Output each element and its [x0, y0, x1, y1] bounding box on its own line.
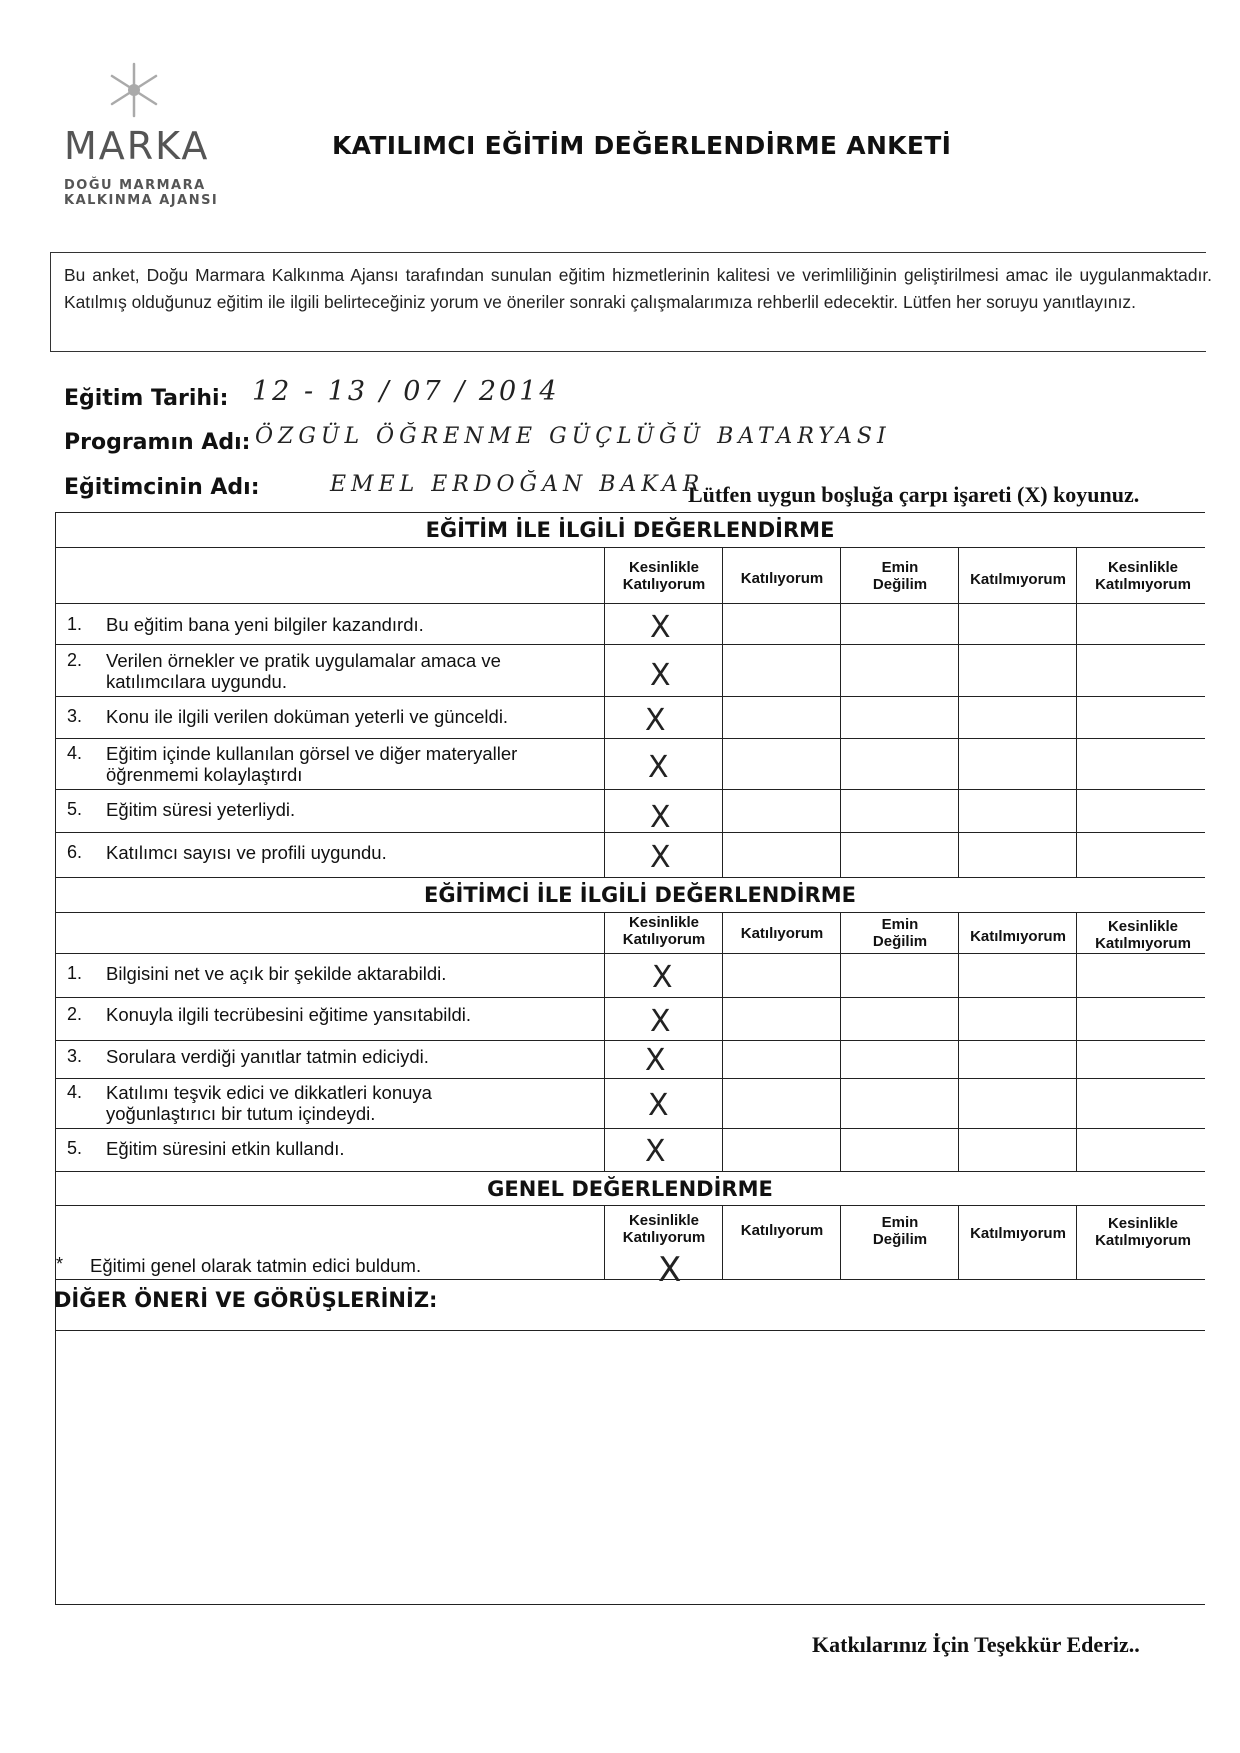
question-number: *: [56, 1254, 64, 1274]
x-mark[interactable]: X: [650, 840, 671, 875]
question-number: 2.: [66, 650, 82, 670]
logo-sub-line1: DOĞU MARMARA: [64, 178, 206, 193]
question-text: Katılımcı sayısı ve profili uygundu.: [106, 842, 387, 863]
x-mark[interactable]: X: [650, 610, 671, 645]
logo-subtitle: [64, 178, 218, 208]
divider: [840, 547, 841, 877]
divider: [55, 1330, 1205, 1331]
question-text: Eğitim süresi yeterliydi.: [106, 799, 296, 820]
logo-sub-line2: KALKINMA AJANSI: [64, 193, 219, 208]
date-label: Eğitim Tarihi:: [64, 386, 229, 411]
divider: [958, 547, 959, 877]
question-text: Eğitimi genel olarak tatmin edici buldum.: [90, 1255, 422, 1276]
col-strongly-agree: Kesinlikle Katılıyorum: [622, 914, 706, 948]
divider: [55, 696, 1205, 697]
question-number: 5.: [66, 799, 82, 819]
question-text: Verilen örnekler ve pratik uygulamalar amaca ve katılımcılara uygundu.: [106, 650, 501, 692]
x-mark[interactable]: X: [650, 1004, 671, 1039]
question-text: Konuyla ilgili tecrübesini eğitime yansıtabildi.: [106, 1004, 472, 1025]
program-value[interactable]: ÖZGÜL ÖĞRENME GÜÇLÜĞÜ BATARYASI: [255, 424, 891, 449]
divider: [55, 953, 1205, 954]
x-mark[interactable]: X: [645, 703, 666, 738]
col-agree: Katılıyorum: [740, 925, 824, 942]
divider: [1076, 1205, 1077, 1279]
divider: [55, 1604, 1205, 1605]
col-strongly-agree: Kesinlikle Katılıyorum: [622, 1212, 706, 1246]
divider: [55, 512, 1205, 513]
divider: [55, 1171, 1205, 1172]
x-mark[interactable]: X: [648, 1088, 669, 1123]
col-not-sure: Emin Değilim: [872, 1214, 928, 1248]
divider: [55, 644, 1205, 645]
section2-title: EĞİTİMCİ İLE İLGİLİ DEĞERLENDİRME: [423, 883, 857, 907]
col-not-sure: Emin Değilim: [872, 559, 928, 593]
question-number: 4.: [66, 743, 82, 763]
divider: [55, 1279, 1205, 1280]
col-strongly-disagree: Kesinlikle Katılmıyorum: [1095, 559, 1191, 593]
divider: [604, 912, 605, 1171]
x-mark[interactable]: X: [650, 800, 671, 835]
date-value[interactable]: 12 - 13 / 07 / 2014: [252, 376, 560, 407]
question-text: Konu ile ilgili verilen doküman yeterli ve günceldi.: [106, 706, 509, 727]
divider: [55, 1040, 1205, 1041]
question-text: Sorulara verdiği yanıtlar tatmin ediciydi.: [106, 1046, 429, 1067]
question-number: 3.: [66, 1046, 82, 1066]
divider: [722, 1205, 723, 1279]
divider: [55, 912, 1205, 913]
section3-title: GENEL DEĞERLENDİRME: [487, 1177, 773, 1201]
divider: [55, 877, 1205, 878]
col-strongly-disagree: Kesinlikle Katılmıyorum: [1095, 1215, 1191, 1249]
col-disagree: Katılmıyorum: [970, 928, 1066, 945]
trainer-value[interactable]: EMEL ERDOĞAN BAKAR: [330, 472, 705, 497]
divider: [1076, 912, 1077, 1171]
question-text: Bu eğitim bana yeni bilgiler kazandırdı.: [106, 614, 424, 635]
program-label: Programın Adı:: [64, 430, 251, 455]
divider: [55, 1279, 56, 1604]
col-disagree: Katılmıyorum: [970, 1225, 1066, 1242]
divider: [722, 912, 723, 1171]
section1-title: EĞİTİM İLE İLGİLİ DEĞERLENDİRME: [425, 518, 835, 542]
divider: [55, 603, 1205, 604]
question-number: 2.: [66, 1004, 82, 1024]
divider: [55, 738, 1205, 739]
divider: [840, 912, 841, 1171]
divider: [55, 1205, 1205, 1206]
col-agree: Katılıyorum: [740, 1222, 824, 1239]
question-number: 5.: [66, 1138, 82, 1158]
question-text: Katılımı teşvik edici ve dikkatleri konuya yoğunlaştırıcı bir tutum içindeydi.: [106, 1082, 432, 1124]
col-strongly-disagree: Kesinlikle Katılmıyorum: [1095, 918, 1191, 952]
x-mark[interactable]: X: [658, 1250, 682, 1290]
question-text: Bilgisini net ve açık bir şekilde aktarabildi.: [106, 963, 447, 984]
col-agree: Katılıyorum: [740, 570, 824, 587]
question-number: 4.: [66, 1082, 82, 1102]
x-mark[interactable]: X: [648, 750, 669, 785]
intro-text: Bu anket, Doğu Marmara Kalkınma Ajansı tarafından sunulan eğitim hizmetlerinin kalitesi ve verimliliğinin geliştirilmesi amac ile uygulanmaktadır. Katılmış olduğunuz eğitim ile ilgili belirteceğiniz yorum ve öneriler sonraki çalışmalarımıza rehberlil edecektir. Lütfen her soruyu yanıtlayınız.: [64, 265, 1212, 312]
question-number: 1.: [66, 614, 82, 634]
question-number: 3.: [66, 706, 82, 726]
divider: [958, 1205, 959, 1279]
thanks-text: Katkılarınız İçin Teşekkür Ederiz..: [812, 1632, 1140, 1657]
divider: [55, 1128, 1205, 1129]
divider: [840, 1205, 841, 1279]
divider: [55, 832, 1205, 833]
divider: [55, 1078, 1205, 1079]
logo-star-icon: [104, 60, 164, 120]
divider: [55, 997, 1205, 998]
divider: [604, 547, 605, 877]
document-title: KATILIMCI EĞİTİM DEĞERLENDİRME ANKETİ: [332, 131, 952, 160]
col-strongly-agree: Kesinlikle Katılıyorum: [622, 559, 706, 593]
col-disagree: Katılmıyorum: [970, 571, 1066, 588]
divider: [958, 912, 959, 1171]
question-number: 1.: [66, 963, 82, 983]
divider: [722, 547, 723, 877]
divider: [55, 789, 1205, 790]
other-comments-label: DİĞER ÖNERİ VE GÖRÜŞLERİNİZ:: [54, 1288, 438, 1312]
divider: [55, 512, 56, 877]
question-text: Eğitim süresini etkin kullandı.: [106, 1138, 345, 1159]
logo-wordmark: MARKA: [64, 124, 210, 168]
col-not-sure: Emin Değilim: [872, 916, 928, 950]
x-mark[interactable]: X: [652, 960, 673, 995]
divider: [604, 1205, 605, 1279]
divider: [55, 547, 1205, 548]
instruction-text: Lütfen uygun boşluğa çarpı işareti (X) koyunuz.: [688, 482, 1140, 507]
divider: [1076, 547, 1077, 877]
question-text: Eğitim içinde kullanılan görsel ve diğer materyaller öğrenmemi kolaylaştırdı: [106, 743, 518, 785]
x-mark[interactable]: X: [645, 1043, 666, 1078]
x-mark[interactable]: X: [650, 658, 671, 693]
x-mark[interactable]: X: [645, 1134, 666, 1169]
trainer-label: Eğitimcinin Adı:: [64, 475, 260, 500]
question-number: 6.: [66, 842, 82, 862]
